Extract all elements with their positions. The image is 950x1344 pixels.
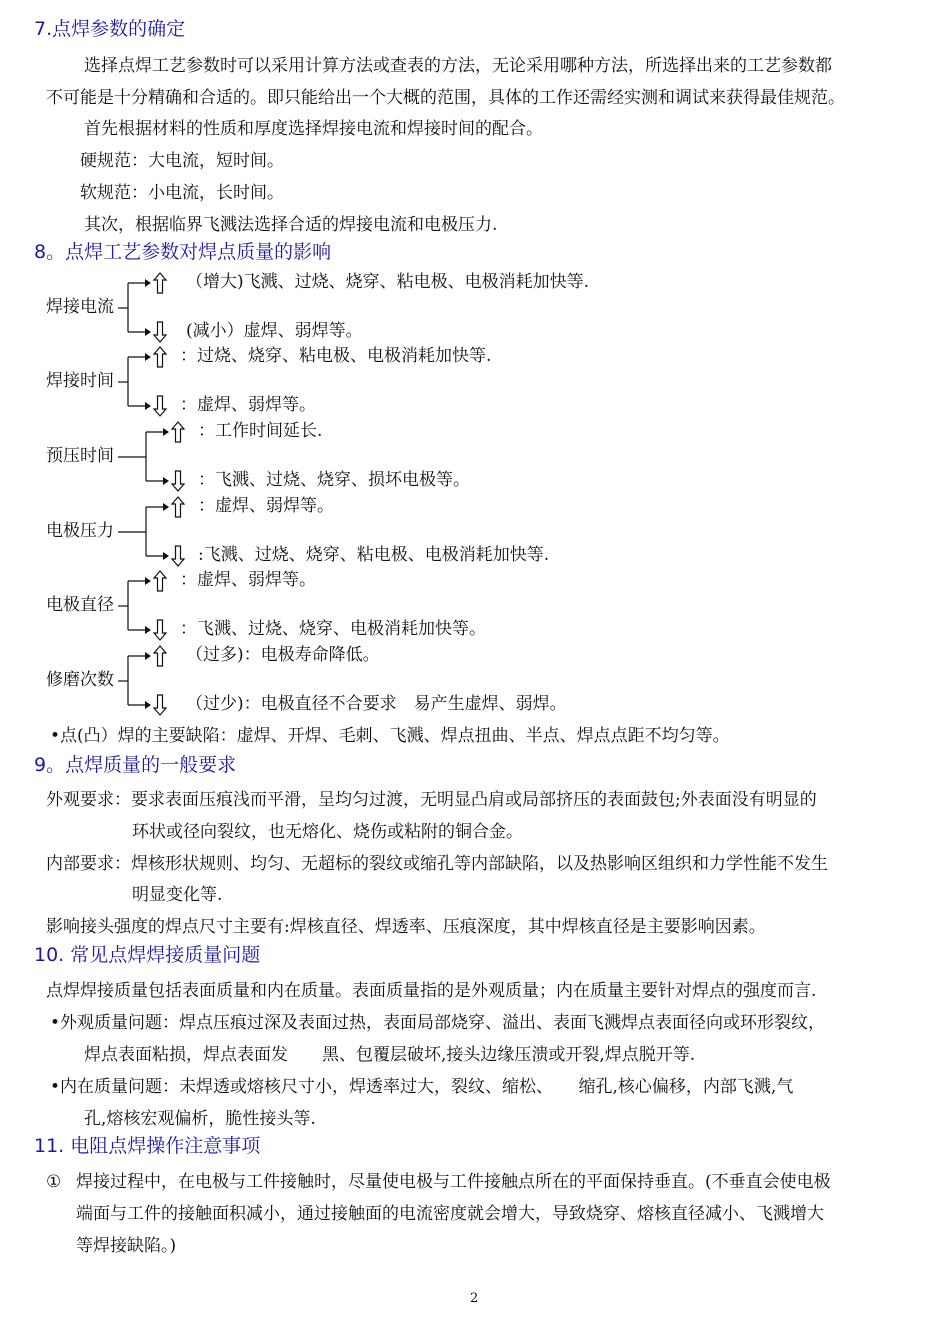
s7-para-4: 软规范：小电流，长时间。: [80, 183, 284, 203]
s7-para-3: 硬规范：大电流，短时间。: [80, 151, 284, 171]
param-name-4: 电极压力: [46, 521, 114, 541]
param-effect-down-5: ：飞溅、过烧、烧穿、电极消耗加快等。: [180, 619, 486, 639]
up-arrow-icon: [154, 646, 166, 666]
down-arrow-icon: [154, 695, 166, 715]
s7-para-1a: 选择点焊工艺参数时可以采用计算方法或查表的方法，无论采用哪种方法，所选择出来的工艺参数都: [84, 56, 832, 76]
s7-para-2: 首先根据材料的性质和厚度选择焊接电流和焊接时间的配合。: [84, 119, 543, 139]
param-effect-up-3: ：工作时间延长.: [198, 421, 323, 441]
down-arrow-icon: [154, 322, 166, 342]
s10-ext-b: 焊点表面粘损，焊点表面发 黑、包覆层破坏,接头边缘压溃或开裂,焊点脱开等.: [84, 1045, 696, 1065]
param-name-2: 焊接时间: [46, 371, 114, 391]
down-arrow-icon: [172, 471, 184, 491]
param-effect-up-1: （增大)飞溅、过烧、烧穿、粘电极、电极消耗加快等.: [186, 272, 590, 292]
up-arrow-icon: [154, 571, 166, 591]
param-name-1: 焊接电流: [46, 297, 114, 317]
s10-intro: 点焊焊接质量包括表面质量和内在质量。表面质量指的是外观质量；内在质量主要针对焊点的强度而言.: [46, 981, 817, 1001]
page-number: 2: [470, 1291, 479, 1306]
param-effect-down-2: ：虚焊、弱焊等。: [180, 395, 316, 415]
up-arrow-icon: [172, 422, 184, 442]
param-effect-up-6: （过多)：电极寿命降低。: [186, 645, 380, 665]
param-name-6: 修磨次数: [46, 670, 114, 690]
param-name-3: 预压时间: [46, 446, 114, 466]
s7-para-1b: 不可能是十分精确和合适的。即只能给出一个大概的范围，具体的工作还需经实测和调试来获得最佳规范。: [46, 88, 845, 108]
s9-ext-a: 外观要求：要求表面压痕浅而平滑，呈均匀过渡，无明显凸肩或局部挤压的表面鼓包;外表面没有明显的: [46, 790, 817, 810]
down-arrow-icon: [154, 620, 166, 640]
s11-item-line-3: 等焊接缺陷。): [76, 1236, 177, 1256]
section-9-heading: 9。点焊质量的一般要求: [34, 754, 237, 776]
section-7-heading: 7.点焊参数的确定: [34, 18, 186, 40]
s10-int-b: 孔,熔核宏观偏析，脆性接头等.: [84, 1109, 316, 1129]
up-arrow-icon: [172, 497, 184, 517]
section-8-heading: 8。点焊工艺参数对焊点质量的影响: [34, 241, 332, 263]
section-11-heading: 11. 电阻点焊操作注意事项: [34, 1135, 261, 1157]
param-effect-up-2: ：过烧、烧穿、粘电极、电极消耗加快等.: [180, 346, 492, 366]
s9-int-b: 明显变化等.: [132, 885, 223, 905]
param-name-5: 电极直径: [46, 595, 114, 615]
down-arrow-icon: [172, 546, 184, 566]
s7-para-5: 其次，根据临界飞溅法选择合适的焊接电流和电极压力.: [84, 215, 498, 235]
s8-defects: •点(凸）焊的主要缺陷：虚焊、开焊、毛刺、飞溅、焊点扭曲、半点、焊点点距不均匀等。: [50, 726, 730, 746]
s9-int-a: 内部要求：焊核形状规则、均匀、无超标的裂纹或缩孔等内部缺陷，以及热影响区组织和力学性能不发生: [46, 854, 828, 874]
section-10-heading: 10. 常见点焊焊接质量问题: [34, 944, 261, 966]
up-arrow-icon: [154, 347, 166, 367]
s10-ext-a: •外观质量问题：焊点压痕过深及表面过热，表面局部烧穿、溢出、表面飞溅焊点表面径向或环形裂纹，: [50, 1013, 826, 1033]
s11-item-number: ①: [46, 1172, 62, 1192]
up-arrow-icon: [154, 273, 166, 293]
param-effect-down-6: （过少)：电极直径不合要求 易产生虚焊、弱焊。: [186, 694, 567, 714]
param-effect-up-4: ：虚焊、弱焊等。: [198, 496, 334, 516]
s11-item-line-2: 端面与工件的接触面积减小，通过接触面的电流密度就会增大，导致烧穿、熔核直径减小、飞溅增大: [76, 1204, 824, 1224]
s9-size: 影响接头强度的焊点尺寸主要有:焊核直径、焊透率、压痕深度，其中焊核直径是主要影响因素。: [46, 917, 766, 937]
param-effect-down-1: (减小）虚焊、弱焊等。: [186, 321, 363, 341]
param-effect-up-5: ：虚焊、弱焊等。: [180, 570, 316, 590]
s9-ext-b: 环状或径向裂纹，也无熔化、烧伤或粘附的铜合金。: [132, 822, 523, 842]
down-arrow-icon: [154, 396, 166, 416]
param-effect-down-4: :飞溅、过烧、烧穿、粘电极、电极消耗加快等.: [198, 545, 550, 565]
s10-int-a: •内在质量问题：未焊透或熔核尺寸小，焊透率过大，裂纹、缩松、 缩孔,核心偏移，内部飞溅,气: [50, 1077, 794, 1097]
s11-item-line-1: 焊接过程中，在电极与工件接触时，尽量使电极与工件接触点所在的平面保持垂直。(不垂直会使电极: [76, 1172, 831, 1192]
param-effect-down-3: ：飞溅、过烧、烧穿、损坏电极等。: [198, 470, 470, 490]
